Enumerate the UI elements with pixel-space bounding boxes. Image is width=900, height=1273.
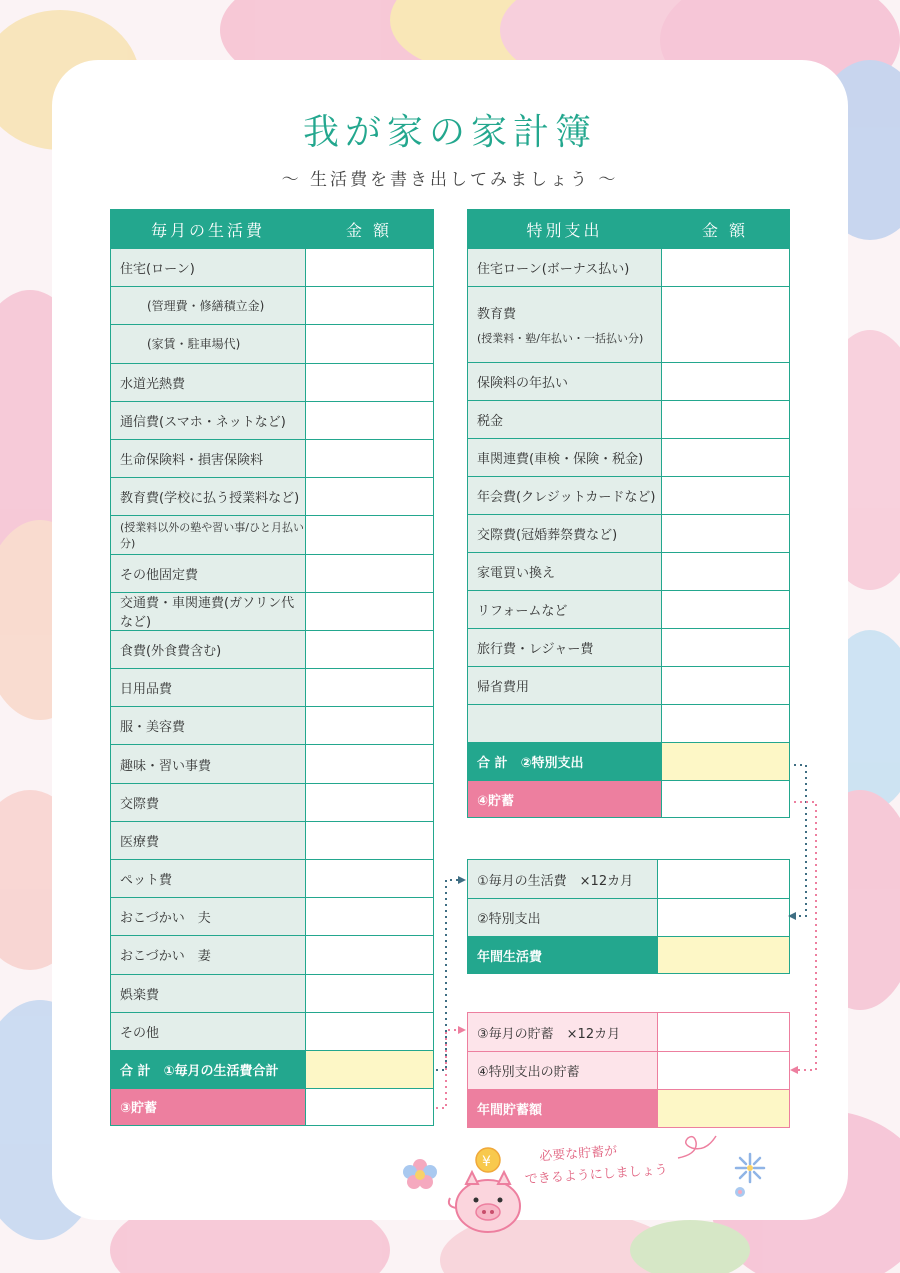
special-amount-field[interactable]: [661, 705, 789, 742]
monthly-row-label: [111, 784, 305, 821]
special-total-label: 合 計 ②特別支出: [468, 743, 661, 780]
special-row-main-text: 年会費(クレジットカードなど): [477, 490, 656, 505]
special-amount-field[interactable]: [661, 515, 789, 552]
annual-savings-row-label: ③毎月の貯蓄 ×12カ月: [468, 1013, 657, 1051]
special-row-label: [468, 287, 661, 362]
monthly-row-main-text: 生命保険料・損害保険料: [120, 453, 264, 469]
monthly-row-label: [111, 936, 305, 973]
monthly-row-label: [111, 898, 305, 935]
special-row-label: [468, 553, 661, 590]
special-row: [468, 362, 789, 400]
special-amount-field[interactable]: [661, 667, 789, 704]
monthly-savings-amount-field[interactable]: [305, 1089, 433, 1125]
special-row-main-text: 税金: [477, 414, 504, 429]
special-amount-field[interactable]: [661, 401, 789, 438]
special-amount-field[interactable]: [661, 439, 789, 476]
monthly-amount-field[interactable]: [305, 745, 433, 782]
annual-living-row: [468, 860, 789, 898]
special-row-main-text: 旅行費・レジャー費: [477, 642, 594, 657]
monthly-amount-field[interactable]: [305, 822, 433, 859]
special-amount-field[interactable]: [661, 287, 789, 362]
special-row: [468, 476, 789, 514]
monthly-row: [111, 554, 433, 592]
monthly-row-main-text: (授業料以外の塾や習い事/ひと月払い分): [120, 520, 304, 550]
special-row-label: [468, 401, 661, 438]
monthly-amount-field[interactable]: [305, 555, 433, 592]
special-row-label: [468, 477, 661, 514]
savings-note-line2: できるようにしましょう: [524, 1162, 669, 1188]
monthly-amount-field[interactable]: [305, 287, 433, 324]
monthly-row-main-text: おこづかい 夫: [120, 911, 211, 927]
special-amount-field[interactable]: [661, 363, 789, 400]
monthly-total-row: [111, 1050, 433, 1088]
annual-living-table: [467, 859, 790, 974]
monthly-savings-label: ③貯蓄: [111, 1089, 305, 1125]
monthly-row-label: [111, 516, 305, 553]
special-row: [468, 666, 789, 704]
monthly-row-label: [111, 440, 305, 477]
page-subtitle: 〜 生活費を書き出してみましょう 〜: [281, 170, 619, 190]
monthly-expense-table: [110, 209, 434, 1126]
monthly-row-label: [111, 707, 305, 744]
special-savings-row: [468, 780, 789, 817]
monthly-row: [111, 668, 433, 706]
monthly-amount-field[interactable]: [305, 669, 433, 706]
special-savings-label: ④貯蓄: [468, 781, 661, 817]
annual-living-row-label: ②特別支出: [468, 899, 657, 936]
monthly-row-label: [111, 975, 305, 1012]
special-table-header: [468, 210, 789, 248]
page-title: 我が家の家計簿: [302, 112, 597, 153]
special-row-label: [468, 249, 661, 286]
special-row-label: [468, 515, 661, 552]
special-total-row: [468, 742, 789, 780]
monthly-row-main-text: 交通費・車関連費(ガソリン代など): [120, 596, 295, 631]
monthly-row-main-text: その他: [120, 1025, 160, 1041]
special-row-main-text: リフォームなど: [477, 604, 568, 619]
annual-savings-total-row: [468, 1089, 789, 1127]
special-row-main-text: 教育費: [477, 307, 517, 322]
monthly-amount-field[interactable]: [305, 975, 433, 1012]
monthly-row-main-text: 娯楽費: [120, 987, 160, 1003]
monthly-amount-field[interactable]: [305, 707, 433, 744]
special-row: [468, 628, 789, 666]
monthly-row: [111, 744, 433, 782]
monthly-amount-field[interactable]: [305, 1013, 433, 1050]
annual-savings-total-field[interactable]: [657, 1090, 789, 1127]
annual-living-monthly-field[interactable]: [657, 860, 789, 898]
monthly-row: [111, 1012, 433, 1050]
monthly-row-label: [111, 593, 305, 630]
special-row: [468, 400, 789, 438]
annual-living-row: [468, 898, 789, 936]
monthly-row-label: [111, 631, 305, 668]
monthly-row-label: [111, 1013, 305, 1050]
monthly-header-amount: 金 額: [345, 220, 393, 240]
special-row: [468, 438, 789, 476]
monthly-row-main-text: 教育費(学校に払う授業料など): [120, 491, 300, 507]
monthly-amount-field[interactable]: [305, 936, 433, 973]
monthly-row: [111, 821, 433, 859]
annual-savings-monthly-field[interactable]: [657, 1013, 789, 1051]
special-row-label: [468, 629, 661, 666]
monthly-row-label: [111, 325, 305, 362]
monthly-row: [111, 248, 433, 286]
monthly-row-label: [111, 402, 305, 439]
monthly-amount-field[interactable]: [305, 440, 433, 477]
special-row: [468, 248, 789, 286]
annual-savings-total-label: 年間貯蓄額: [468, 1090, 657, 1127]
monthly-amount-field[interactable]: [305, 784, 433, 821]
annual-living-total-label: 年間生活費: [468, 937, 657, 973]
monthly-row-main-text: (家賃・駐車場代): [147, 337, 241, 352]
special-row: [468, 286, 789, 362]
monthly-row: [111, 974, 433, 1012]
monthly-row-main-text: おこづかい 妻: [120, 949, 211, 965]
monthly-row-main-text: 住宅(ローン): [120, 262, 195, 278]
monthly-row-label: [111, 669, 305, 706]
annual-savings-row-label: ④特別支出の貯蓄: [468, 1052, 657, 1089]
special-amount-field[interactable]: [661, 477, 789, 514]
monthly-amount-field[interactable]: [305, 364, 433, 401]
monthly-row-main-text: (管理費・修繕積立金): [147, 299, 265, 314]
special-row-main-text: 保険料の年払い: [477, 376, 569, 391]
special-row-label: [468, 591, 661, 628]
monthly-row: [111, 630, 433, 668]
special-row-main-text: 交際費(冠婚葬祭費など): [477, 528, 618, 543]
annual-living-special-field[interactable]: [657, 899, 789, 936]
monthly-row: [111, 897, 433, 935]
monthly-amount-field[interactable]: [305, 402, 433, 439]
monthly-amount-field[interactable]: [305, 516, 433, 553]
monthly-row-main-text: 趣味・習い事費: [120, 758, 212, 774]
annual-living-total-row: [468, 936, 789, 973]
monthly-row-label: [111, 287, 305, 324]
monthly-row-label: [111, 555, 305, 592]
special-header-label: 特別支出: [526, 220, 603, 240]
special-amount-field[interactable]: [661, 249, 789, 286]
monthly-amount-field[interactable]: [305, 860, 433, 897]
special-row: [468, 552, 789, 590]
monthly-row-label: [111, 249, 305, 286]
monthly-total-amount-field[interactable]: [305, 1051, 433, 1088]
annual-living-row-label: ①毎月の生活費 ×12カ月: [468, 860, 657, 898]
special-row-label: [468, 439, 661, 476]
monthly-row: [111, 401, 433, 439]
monthly-total-label: 合 計 ①毎月の生活費合計: [111, 1051, 305, 1088]
monthly-row-main-text: ペット費: [120, 873, 173, 889]
monthly-row-main-text: 通信費(スマホ・ネットなど): [120, 414, 286, 430]
monthly-row-main-text: 日用品費: [120, 682, 173, 698]
monthly-row-label: [111, 860, 305, 897]
monthly-row-label: [111, 364, 305, 401]
flower-icon: [403, 1159, 437, 1189]
monthly-savings-row: [111, 1088, 433, 1125]
special-row-main-text: 住宅ローン(ボーナス払い): [477, 262, 630, 277]
annual-savings-special-field[interactable]: [657, 1052, 789, 1089]
special-row: [468, 590, 789, 628]
special-amount-field[interactable]: [661, 591, 789, 628]
special-expense-table: [467, 209, 790, 818]
monthly-amount-field[interactable]: [305, 898, 433, 935]
special-total-amount-field[interactable]: [661, 743, 789, 780]
special-row-main-text: 家電買い換え: [477, 566, 556, 581]
monthly-row-main-text: 服・美容費: [120, 720, 186, 736]
monthly-row-label: [111, 745, 305, 782]
monthly-header-label: 毎月の生活費: [150, 220, 265, 240]
monthly-row: [111, 324, 433, 362]
monthly-amount-field[interactable]: [305, 478, 433, 515]
special-row-label: [468, 667, 661, 704]
savings-note-line1: 必要な貯蓄が: [538, 1144, 618, 1165]
monthly-row: [111, 286, 433, 324]
monthly-row: [111, 363, 433, 401]
special-row: [468, 514, 789, 552]
monthly-amount-field[interactable]: [305, 325, 433, 362]
monthly-row-main-text: 水道光熱費: [120, 376, 186, 392]
special-row-main-text: 帰省費用: [477, 680, 530, 695]
monthly-row: [111, 477, 433, 515]
special-amount-field[interactable]: [661, 553, 789, 590]
monthly-table-header: [111, 210, 433, 248]
piggy-bank-icon: [396, 1138, 546, 1238]
special-header-amount: 金 額: [701, 220, 749, 240]
special-row-label: [468, 363, 661, 400]
monthly-row: [111, 859, 433, 897]
monthly-amount-field[interactable]: [305, 249, 433, 286]
monthly-amount-field[interactable]: [305, 631, 433, 668]
annual-savings-row: [468, 1051, 789, 1089]
annual-savings-row: [468, 1013, 789, 1051]
annual-savings-table: [467, 1012, 790, 1128]
monthly-row: [111, 706, 433, 744]
special-amount-field[interactable]: [661, 629, 789, 666]
monthly-row-main-text: その他固定費: [120, 567, 199, 583]
special-savings-amount-field[interactable]: [661, 781, 789, 817]
savings-note: [524, 1138, 669, 1191]
special-row: [468, 704, 789, 742]
special-row-label: [468, 705, 661, 742]
special-row-main-text: 車関連費(車検・保険・税金): [477, 452, 644, 467]
monthly-row-main-text: 食費(外食費含む): [120, 643, 222, 659]
annual-living-total-field[interactable]: [657, 937, 789, 973]
monthly-row: [111, 592, 433, 630]
monthly-row: [111, 783, 433, 821]
monthly-amount-field[interactable]: [305, 593, 433, 630]
monthly-row-label: [111, 478, 305, 515]
flower-icon: [730, 1150, 770, 1200]
monthly-row: [111, 935, 433, 973]
monthly-row: [111, 439, 433, 477]
special-row-sub-text: (授業料・塾/年払い・一括払い分): [477, 332, 644, 345]
svg-text:¥: ¥: [482, 1154, 491, 1170]
monthly-row-main-text: 医療費: [120, 834, 160, 850]
monthly-row: [111, 515, 433, 553]
monthly-row-label: [111, 822, 305, 859]
swirl-icon: [672, 1128, 722, 1168]
monthly-row-main-text: 交際費: [120, 796, 160, 812]
